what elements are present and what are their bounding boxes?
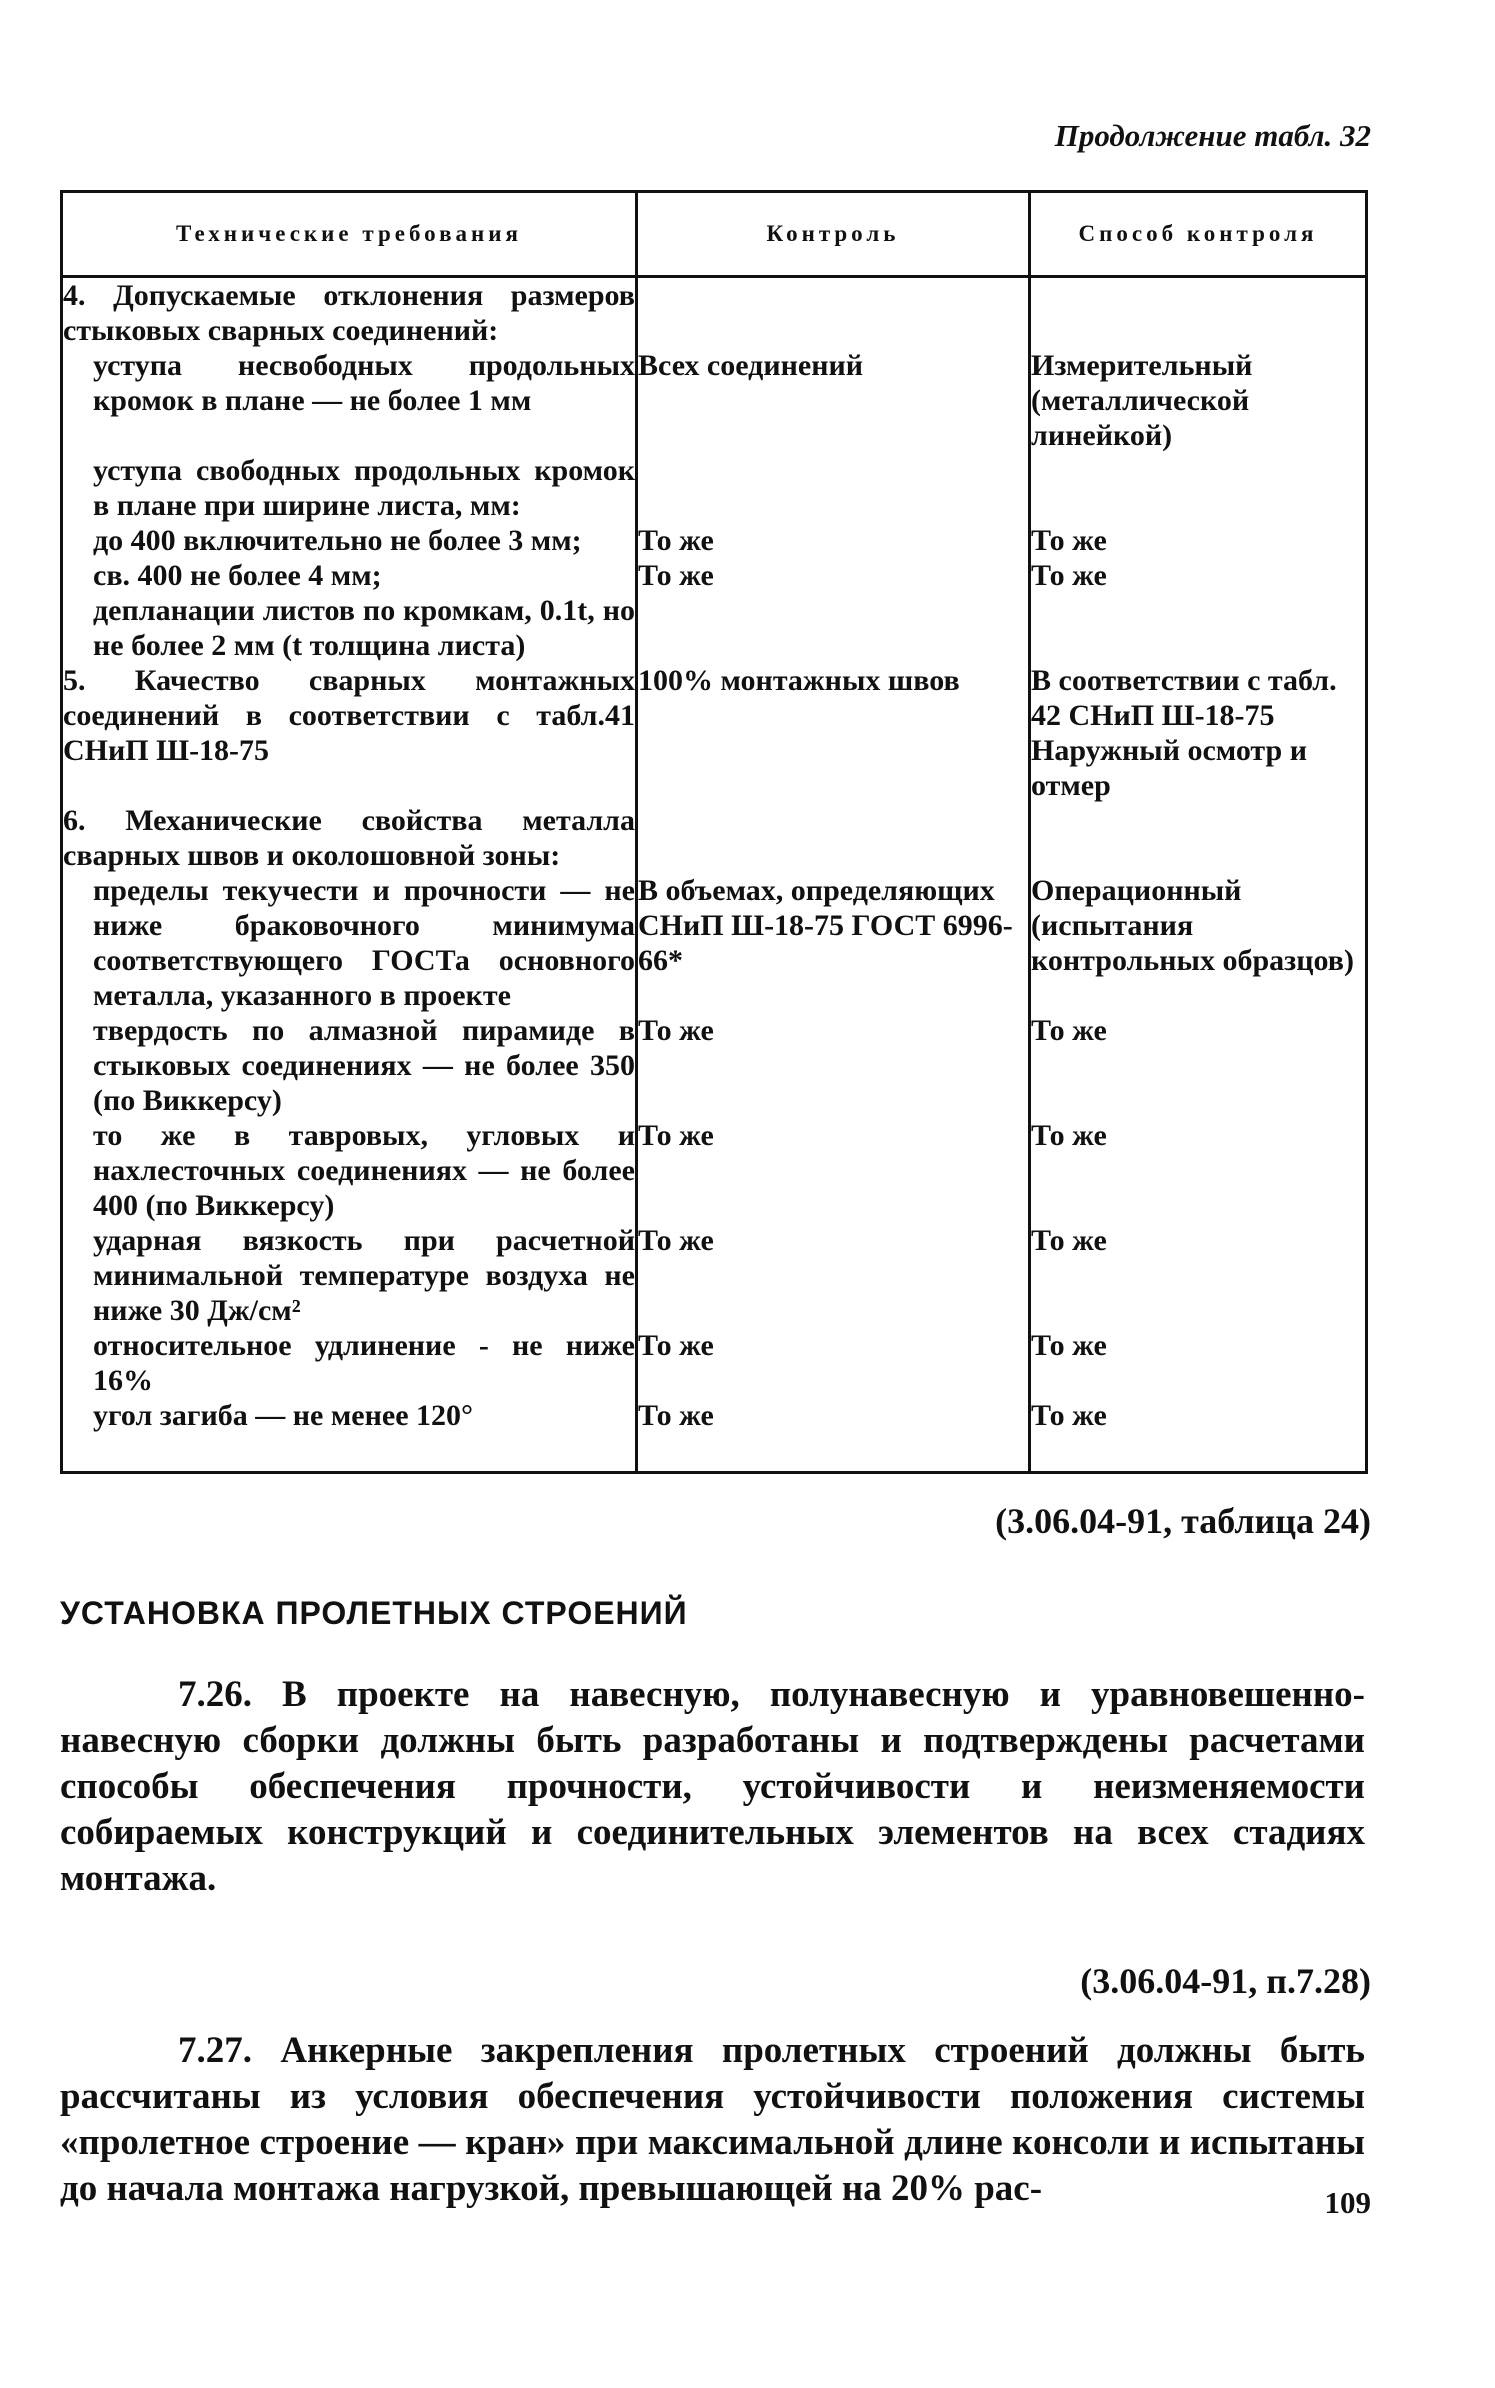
control-cell (637, 453, 1030, 523)
requirement-cell: св. 400 не более 4 мм; (62, 558, 637, 593)
control-cell: То же (637, 1223, 1030, 1328)
table-row (62, 1118, 1367, 1223)
control-cell: То же (637, 1013, 1030, 1118)
table-row (62, 523, 1367, 558)
requirement-cell: то же в тавровых, угловых и нахлесточных соединениях — не более 400 (по Виккерсу) (62, 1118, 637, 1223)
control-method-cell: То же (1030, 1013, 1367, 1118)
control-cell (637, 803, 1030, 873)
table-row (62, 348, 1367, 453)
control-cell (637, 277, 1030, 349)
table-row (62, 873, 1367, 1013)
paragraph-7-26: 7.26. В проекте на навесную, полунавесную и уравновешенно-навесную сборки должны быть разработаны и подтверждены расчетами способы обеспечения прочности, устойчивости и неизменяемости собираемых конструкций и соединительных элементов на всех стадиях монтажа. (60, 1674, 1365, 1899)
requirement-cell: уступа свободных продольных кромок в плане при ширине листа, мм: (62, 453, 637, 523)
control-method-cell: Измерительный (металлической линейкой) (1030, 348, 1367, 453)
table-row (62, 1328, 1367, 1398)
page-number: 109 (1324, 2185, 1371, 2220)
control-method-cell: То же (1030, 558, 1367, 593)
header-requirements: Технические требования (62, 192, 637, 277)
requirement-cell: 6. Механические свойства металла сварных швов и околошовной зоны: (63, 804, 635, 872)
control-method-cell: Операционный (испытания контрольных образцов) (1030, 873, 1367, 1013)
requirement-cell: пределы текучести и прочности — не ниже браковочного минимума соответствующего ГОСТа основного металла, указанного в проекте (62, 873, 637, 1013)
control-method-cell: То же (1030, 1328, 1367, 1398)
table-row (62, 277, 1367, 349)
control-method-cell: То же (1030, 523, 1367, 558)
requirement-cell: твердость по алмазной пирамиде в стыковых соединениях — не более 350 (по Виккерсу) (62, 1013, 637, 1118)
source-reference-1: (3.06.04-91, таблица 24) (995, 1501, 1371, 1541)
control-cell: 100% монтажных швов (637, 663, 1030, 803)
control-cell: То же (637, 1328, 1030, 1398)
table-row (62, 453, 1367, 523)
control-cell: Всех соединений (637, 348, 1030, 453)
table-continuation-note: Продолжение табл. 32 (1054, 118, 1371, 153)
control-method-cell (1030, 277, 1367, 349)
requirement-cell: угол загиба — не менее 120° (62, 1398, 637, 1473)
control-method-cell (1030, 593, 1367, 663)
control-cell: То же (637, 1118, 1030, 1223)
table-row (62, 1223, 1367, 1328)
requirement-cell: 5. Качество сварных монтажных соединений в соответствии с табл.41 СНиП Ш-18-75 (62, 663, 637, 803)
control-cell: То же (637, 558, 1030, 593)
source-reference-2: (3.06.04-91, п.7.28) (1080, 1961, 1371, 2001)
requirement-cell: 4. Допускаемые отклонения размеров стыковых сварных соединений: (62, 277, 637, 349)
control-cell: В объемах, определяющих СНиП Ш-18-75 ГОСТ 6996-66* (637, 873, 1030, 1013)
control-method-cell: В соответствии с табл. 42 СНиП Ш-18-75 Наружный осмотр и отмер (1030, 663, 1367, 803)
control-cell: То же (637, 1398, 1030, 1473)
control-method-cell (1030, 453, 1367, 523)
table-row (62, 558, 1367, 593)
table-row (62, 663, 1367, 803)
table-row (62, 803, 1367, 873)
requirement-cell: до 400 включительно не более 3 мм; (62, 523, 637, 558)
requirements-table (60, 190, 1368, 1474)
table-row (62, 1398, 1367, 1473)
control-method-cell (1030, 803, 1367, 873)
control-method-cell: То же (1030, 1223, 1367, 1328)
header-control: Контроль (637, 192, 1030, 277)
control-cell (637, 593, 1030, 663)
table-header-row (62, 192, 1367, 277)
requirement-cell: относительное удлинение - не ниже 16% (62, 1328, 637, 1398)
requirement-cell: депланации листов по кромкам, 0.1t, но не более 2 мм (t толщина листа) (62, 593, 637, 663)
table-row (62, 1013, 1367, 1118)
control-method-cell: То же (1030, 1118, 1367, 1223)
requirement-cell: ударная вязкость при расчетной минимальной температуре воздуха не ниже 30 Дж/см² (62, 1223, 637, 1328)
table-row (62, 593, 1367, 663)
requirement-cell: уступа несвободных продольных кромок в плане — не более 1 мм (62, 348, 637, 453)
header-control-method: Способ контроля (1030, 192, 1367, 277)
control-method-cell: То же (1030, 1398, 1367, 1473)
paragraph-7-27: 7.27. Анкерные закрепления пролетных строений должны быть рассчитаны из условия обеспечения устойчивости положения системы «пролетное строение — кран» при максимальной длине консоли и испытаны до начала монтажа нагрузкой, превышающей на 20% рас- (60, 2030, 1365, 2209)
table-body (62, 277, 1367, 1473)
control-cell: То же (637, 523, 1030, 558)
section-heading: УСТАНОВКА ПРОЛЕТНЫХ СТРОЕНИЙ (60, 1595, 688, 1631)
